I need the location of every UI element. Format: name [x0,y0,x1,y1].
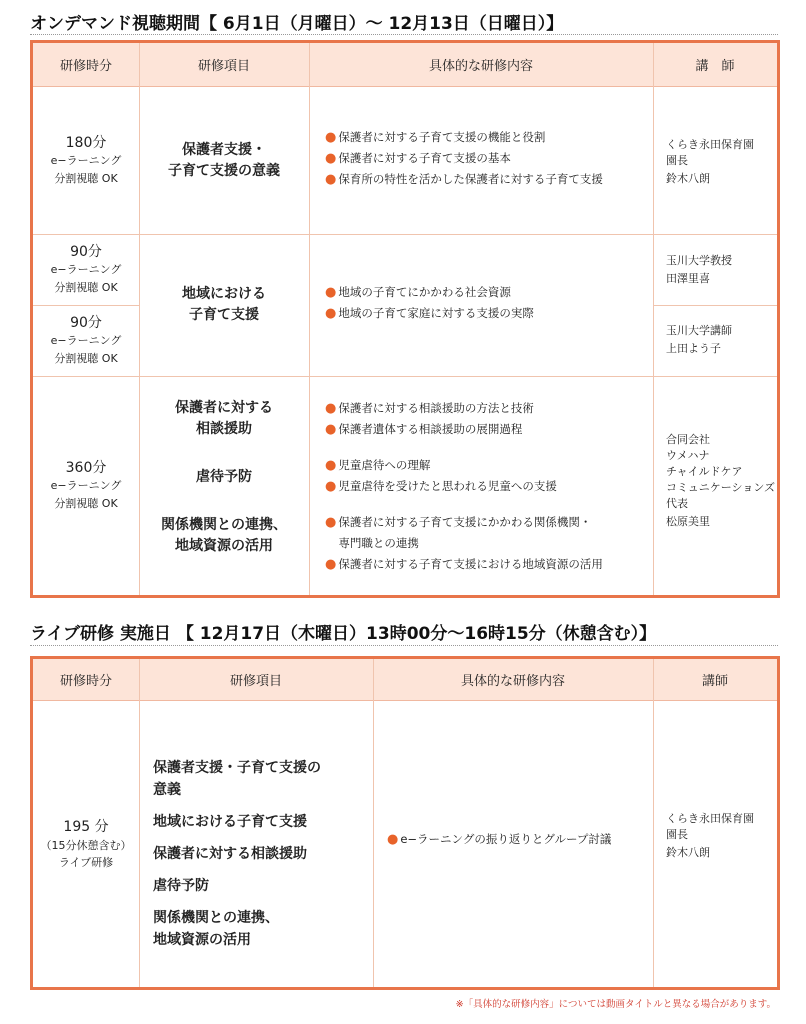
bullet-icon: ● [325,458,337,473]
lecturer-line: 代表 [666,497,688,510]
header-topic: 研修項目 [139,659,373,701]
duration-mode: e−ラーニング [50,478,122,492]
content-text: 保護者に対する子育て支援の基本 [338,151,511,165]
bullet-icon: ● [325,151,337,166]
ondemand-title: オンデマンド視聴期間【 6月1日（月曜日）〜 12月13日（日曜日）】 [30,14,564,34]
row3-lecturer [666,432,776,530]
topic-line: 子育て支援 [189,307,259,323]
row2a-duration [33,234,139,305]
list-item [325,169,651,190]
duration-mode: e−ラーニング [50,153,122,167]
topic-line: 虐待予防 [196,469,252,485]
bullet-icon: ● [387,832,399,847]
topic-line: 関係機関との連携、 [161,517,287,533]
content-text: 児童虐待を受けたと思われる児童への支援 [338,479,557,493]
bullet-icon: ● [325,479,337,494]
ondemand-table [30,40,780,598]
list-item [325,419,651,440]
duration-value: 90分 [70,243,102,260]
content-text: 地域の子育てにかかわる社会資源 [338,285,511,299]
lecturer-line: 合同会社 [666,433,710,446]
lecturer-name: 鈴木八朗 [666,172,710,185]
lecturer-line: チャイルドケア [666,465,743,478]
list-item [325,303,651,324]
row1-duration [33,87,139,234]
duration-note: 分割視聴 OK [54,496,118,510]
duration-mode: ライブ研修 [58,856,114,869]
topic-line: 地域における [182,286,266,302]
topic-line: 地域資源の活用 [153,932,251,948]
live-topics [153,757,371,951]
duration-break: （15分休憩含む） [40,839,132,852]
row3-content [325,398,651,575]
row2-topic [139,234,309,376]
col-divider [139,659,140,987]
lecturer-name: 松原美里 [666,515,710,528]
content-text: 保育所の特性を活かした保護者に対する子育て支援 [338,172,603,186]
lecturer-line: 園長 [666,828,688,841]
lecturer-line: 玉川大学教授 [666,254,732,267]
lecturer-line: コミュニケーションズ [666,481,776,494]
lecturer-line: くらき永田保育園 [666,138,754,151]
header-lecturer: 講 師 [653,43,777,87]
content-text [338,512,591,554]
row2b-lecturer [666,323,776,357]
list-item [325,512,651,554]
content-text: 保護者に対する相談援助の方法と技術 [338,401,534,415]
row2-content [325,282,651,324]
ondemand-title-rule [30,34,778,35]
live-title: ライブ研修 実施日 【 12月17日（木曜日）13時00分〜16時15分（休憩含む）】 [30,624,657,644]
header-duration: 研修時分 [33,659,139,701]
bullet-icon: ● [325,172,337,187]
duration-note: 分割視聴 OK [54,280,118,294]
list-item [325,148,651,169]
list-item [387,829,651,850]
row3-topic [139,398,309,557]
live-content [387,829,651,850]
bullet-icon: ● [325,515,337,530]
duration-note: 分割視聴 OK [54,351,118,365]
topic-line: 虐待予防 [153,878,209,894]
row1-lecturer [666,137,776,187]
lecturer-name: 鈴木八朗 [666,846,710,859]
row2a-lecturer [666,253,776,287]
topic-line: 保護者支援・子育て支援の [153,760,321,776]
topic-line: 地域資源の活用 [175,538,273,554]
list-item [325,282,651,303]
lecturer-line: くらき永田保育園 [666,812,754,825]
live-table [30,656,780,990]
row1-topic [139,87,309,234]
list-item [325,127,651,148]
bullet-icon: ● [325,306,337,321]
topic-line: 相談援助 [196,421,252,437]
duration-note: 分割視聴 OK [54,171,118,185]
header-topic: 研修項目 [139,43,309,87]
topic-line: 保護者に対する相談援助 [153,846,307,862]
row3-duration [33,376,139,595]
live-lecturer [666,811,776,861]
content-text: 保護者に対する子育て支援における地域資源の活用 [338,557,603,571]
topic-line: 地域における子育て支援 [153,814,307,830]
topic-line: 意義 [153,782,181,798]
header-content: 具体的な研修内容 [309,43,653,87]
topic-line: 関係機関との連携、 [153,910,279,926]
duration-value: 195 分 [63,819,109,835]
content-text: e−ラーニングの振り返りとグループ討議 [400,832,612,846]
content-text: 保護者遺体する相談援助の展開過程 [338,422,523,436]
duration-value: 360分 [65,459,107,476]
lecturer-line: 玉川大学講師 [666,324,732,337]
content-text: 保護者に対する子育て支援の機能と役割 [338,130,546,144]
bullet-icon: ● [325,422,337,437]
live-title-rule [30,645,778,646]
duration-value: 90分 [70,314,102,331]
col-divider [653,659,654,987]
row-divider [33,376,777,377]
bullet-icon: ● [325,557,337,572]
live-duration [33,701,139,987]
content-text: 地域の子育て家庭に対する支援の実際 [338,306,534,320]
bullet-icon: ● [325,130,337,145]
duration-mode: e−ラーニング [50,262,122,276]
footnote: ※「具体的な研修内容」については動画タイトルと異なる場合があります。 [455,999,776,1010]
topic-line: 保護者に対する [175,400,273,416]
list-item [325,554,651,575]
lecturer-name: 田澤里喜 [666,272,710,285]
topic-line: 子育て支援の意義 [168,162,280,179]
row1-content [325,127,651,190]
duration-value: 180分 [65,134,107,151]
content-text: 児童虐待への理解 [338,458,431,472]
duration-mode: e−ラーニング [50,333,122,347]
lecturer-line: 園長 [666,154,688,167]
content-text-line: 保護者に対する子育て支援にかかわる関係機関・ [338,515,592,529]
content-text-line: 専門職との連携 [338,536,419,550]
col-divider [653,43,654,595]
row2b-duration [33,305,139,376]
list-item [325,476,651,497]
topic-line: 保護者支援・ [182,141,266,158]
header-lecturer: 講師 [653,659,777,701]
lecturer-line: ウメハナ [666,449,710,462]
lecturer-name: 上田よう子 [666,342,721,355]
list-item [325,398,651,419]
header-content: 具体的な研修内容 [373,659,653,701]
header-duration: 研修時分 [33,43,139,87]
bullet-icon: ● [325,285,337,300]
col-divider [373,659,374,987]
col-divider [309,43,310,595]
row-divider [653,305,777,306]
list-item [325,455,651,476]
bullet-icon: ● [325,401,337,416]
